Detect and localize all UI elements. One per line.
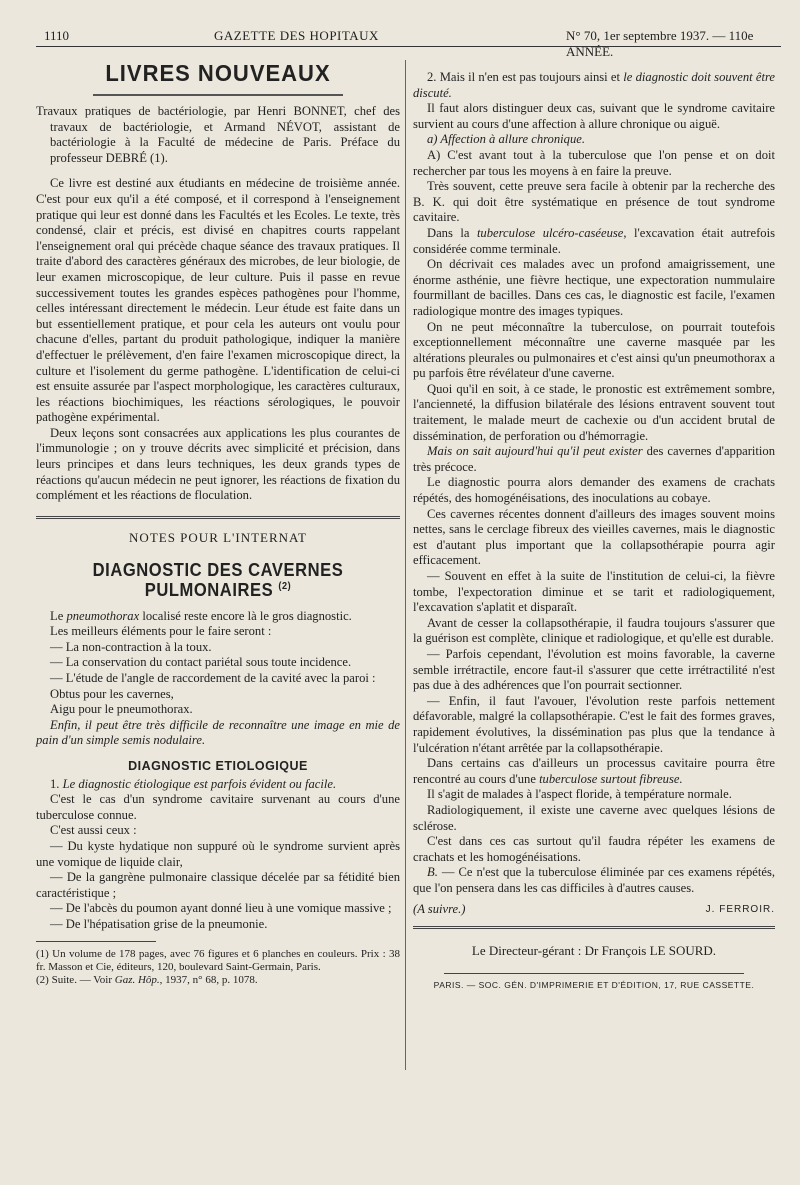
paragraph: C'est aussi ceux :: [50, 823, 137, 838]
paragraph: — De l'hépatisation grise de la pneumonie.: [50, 916, 268, 931]
footnote: (1) Un volume de 178 pages, avec 76 figures et 6 planches en couleurs. Prix : 38 fr. Masson et Cie, éditeurs, 120, boulevard Saint-Germain, Paris.: [36, 947, 400, 973]
text-italic: Enfin, il peut être très difficile de reconnaître une image en mie de pain d'un simple semis nodulaire.: [36, 717, 400, 748]
paragraph: [413, 865, 775, 896]
text: , l'excavation était autrefois considérée comme terminale.: [413, 225, 775, 256]
paragraph: Radiologiquement, il existe une caverne avec quelques lésions de sclérose.: [413, 802, 775, 833]
text: Dans certains cas d'ailleurs un processus cavitaire pourra être rencontré au cours d'une: [413, 756, 775, 786]
article-title: [51, 560, 386, 601]
right-column: [413, 70, 775, 993]
notes-heading: NOTES POUR L'INTERNAT: [129, 529, 307, 545]
paragraph: C'est dans ces cas surtout qu'il faudra répéter les examens de crachats et les homogénéisations.: [413, 834, 775, 864]
paragraph: Les meilleurs éléments pour le faire seront :: [50, 624, 272, 639]
text-italic: Le diagnostic étiologique est parfois évident ou facile.: [62, 776, 337, 791]
paragraph: A) C'est avant tout à la tuberculose que l'on pense et on doit rechercher par tous les moyens à en faire la preuve.: [413, 147, 775, 178]
paragraph: — Enfin, il faut l'avouer, l'évolution reste parfois nettement défavorable, malgré la collapsothérapie. C'est le fait des formes graves, rapidement évolutives, la dissémination pas plus que la tendance à l'ulcération n'étant arrêtée par la collapsothérapie.: [413, 693, 775, 755]
paragraph-italic: [36, 718, 400, 749]
text-italic: le diagnostic doit souvent être discuté.: [413, 70, 775, 100]
printer-rule: [444, 973, 744, 974]
article-title-text: DIAGNOSTIC DES CAVERNES PULMONAIRES: [92, 560, 344, 601]
text: — Ce n'est que la tuberculose éliminée par ces examens répétés, que l'on pensera dans les cas difficiles à d'autres causes.: [413, 865, 775, 895]
to-follow: (A suivre.): [413, 902, 466, 917]
section-title: LIVRES NOUVEAUX: [105, 60, 331, 87]
text-italic: tuberculose ulcéro-caséeuse: [476, 225, 624, 240]
author: J. FERROIR.: [705, 904, 775, 916]
text: Le: [50, 608, 67, 623]
paragraph: [413, 756, 775, 787]
paragraph: On ne peut méconnaître la tuberculose, on pourrait toutefois exceptionnellement méconnaître une caverne masquée par les altérations pleurales ou pulmonaires et c'est ainsi qu'un pneumothorax a pu parfois être révélateur d'une caverne.: [413, 319, 775, 381]
paragraph: [413, 70, 775, 101]
signature-line: [413, 902, 775, 918]
footer-rule: [413, 926, 775, 929]
paragraph: — La non-contraction à la toux.: [50, 639, 212, 654]
paragraph: Le diagnostic pourra alors demander des examens de crachats répétés, des homogénéisations, des inoculations au cobaye.: [413, 475, 775, 506]
header-rule: [36, 46, 781, 47]
paragraph: Obtus pour les cavernes,: [50, 686, 174, 701]
paragraph: On décrivait ces malades avec un profond amaigrissement, une énorme asthénie, une fièvre hectique, une expectoration nummulaire fourmillant de bacilles. Dans ces cas, le diagnostic est facile, l'examen radiologique montre des images typiques.: [413, 257, 775, 318]
paragraph: [413, 226, 775, 257]
paragraph: Aigu pour le pneumothorax.: [50, 702, 193, 717]
text: localisé reste encore là le gros diagnostic.: [139, 608, 352, 623]
page-header: [44, 28, 780, 59]
paragraph: Il s'agit de malades à l'aspect floride, à température normale.: [427, 787, 732, 802]
paragraph: [36, 609, 400, 625]
text-italic: tuberculose surtout fibreuse.: [539, 771, 683, 786]
page-number: 1110: [44, 28, 70, 43]
text: , 1937, n° 68, p. 1078.: [159, 973, 258, 986]
paragraph: C'est le cas d'un syndrome cavitaire survenant au cours d'une tuberculose connue.: [36, 792, 400, 822]
journal-title: GAZETTE DES HOPITAUX: [214, 28, 379, 43]
paragraph: — Parfois cependant, l'évolution est moins favorable, la caverne semble irrétractile, encore faut-il s'assurer que cette irrétractilité n'est pas due à des adhérences que l'on pourrait sectionner.: [413, 646, 775, 693]
paragraph: [413, 444, 775, 475]
text: (2) Suite. — Voir: [36, 973, 115, 986]
text: 1.: [50, 776, 63, 791]
title-rule: [93, 94, 343, 98]
printer-line: PARIS. — SOC. GÉN. D'IMPRIMERIE ET D'ÉDITION, 17, RUE CASSETTE.: [433, 979, 755, 990]
article-title-note: (2): [278, 581, 292, 593]
paragraph: Il faut alors distinguer deux cas, suivant que le syndrome cavitaire survient au cours d'une affection à allure chronique ou aiguë.: [413, 101, 775, 131]
paragraph: — L'étude de l'angle de raccordement de la cavité avec la paroi :: [50, 671, 376, 685]
paragraph: Très souvent, cette preuve sera facile à obtenir par la recherche des B. K. qui doit être systématique en présence de tout syndrome cavitaire.: [413, 179, 775, 225]
text-italic: Mais on sait aujourd'hui qu'il peut exister: [427, 444, 643, 459]
text-italic: B.: [427, 865, 438, 880]
text-italic: pneumothorax: [66, 608, 140, 623]
paragraph: — De la gangrène pulmonaire classique décelée par sa fétidité bien caractéristique ;: [36, 870, 400, 900]
paragraph-italic: [413, 132, 775, 148]
text: 2. Mais il n'en est pas toujours ainsi et: [427, 70, 624, 84]
review-paragraph: Ce livre est destiné aux étudiants en médecine de troisième année. C'est pour eux qu'il a été composé, et il correspond à l'enseignement pratique qui leur est donné dans les Facultés et les Ecoles. Le texte, très condensé, clair et précis, est divisé en chapitres courts rappelant l'enseignement oral qui précède chaque séance des travaux pratiques. Il traite d'abord des caractères généraux des microbes, de leur biologie, de leur examen microscopique, de leur culture. Puis il passe en revue successivement toutes les grandes espèces pathogènes pour l'homme, celles intéressant directement le médecin. Leur étude est faite dans un but essentiellement pratique, et pour cela les auteurs ont voulu pour chacune d'elles, partant du produit pathologique, indiquer la manière d'effectuer le prélèvement, d'en faire l'examen microscopique direct, la culture et l'isolement du germe pathogène. L'identification de celui-ci est ensuite assurée par l'aspect morphologique, les caractères culturaux, les réactions biochimiques, les réactions sérologiques, le pouvoir pathogène expérimental.: [36, 176, 400, 425]
book-reference: Travaux pratiques de bactériologie, par Henri BONNET, chef des travaux de bactériologie, et Armand NÉVOT, assistant de bactériologie à la Faculté de médecine de Paris. Préface du professeur DEBRÉ (1).: [36, 104, 400, 165]
paragraph: Quoi qu'il en soit, à ce stade, le pronostic est extrêmement sombre, l'ancienneté, la diffusion bilatérale des lésions entravent souvent tout traitement, le malade meurt de cachexie ou d'un accident brutal de dissémination, de perforation ou d'hémorragie.: [413, 381, 775, 443]
column-divider: [405, 60, 406, 1070]
director-line: Le Directeur-gérant : Dr François LE SOURD.: [471, 943, 717, 959]
text: des cavernes d'apparition très précoce.: [413, 444, 776, 474]
paragraph: — De l'abcès du poumon ayant donné lieu à une vomique massive ;: [50, 901, 392, 916]
footnote-rule: [36, 941, 156, 942]
left-column: [36, 62, 400, 987]
paragraph: Ces cavernes récentes donnent d'ailleurs des images souvent moins nettes, sans le cerclage fibreux des vieilles cavernes, mais le diagnostic est d'autant plus important que la collapsothérapie pourra agir efficacement.: [413, 506, 775, 568]
text: Dans la: [427, 225, 477, 240]
issue-info: N° 70, 1er septembre 1937. — 110e ANNÉE.: [566, 28, 754, 59]
paragraph: Avant de cesser la collapsothérapie, il faudra toujours s'assurer que la guérison est complète, clinique et radiologique, et qu'elle est durable.: [413, 615, 775, 646]
text-italic: Gaz. Hôp.: [114, 973, 160, 986]
paragraph: — Souvent en effet à la suite de l'institution de celui-ci, la fièvre tombe, l'expectoration diminue et se tarit et radiologiquement, l'excavation s'aplatit et disparaît.: [413, 569, 775, 615]
text-italic: a) Affection à allure chronique.: [427, 132, 585, 147]
paragraph: — La conservation du contact pariétal sous toute incidence.: [50, 655, 352, 670]
footnotes: [36, 948, 400, 987]
paragraph: — Du kyste hydatique non suppuré où le syndrome survient après une vomique de liquide clair,: [36, 838, 400, 869]
review-paragraph: Deux leçons sont consacrées aux applications les plus courantes de l'immunologie ; on y trouve décrits avec simplicité et précision, dans leurs principes et dans leurs techniques, les deux grands types de réactions qu'aucun médecin ne peut ignorer, les réactions de fixation du complément et les réactions de floculation.: [36, 425, 400, 503]
footnote: [36, 974, 400, 987]
paragraph: [36, 777, 400, 793]
section-divider: [36, 516, 400, 522]
subheading: DIAGNOSTIC ETIOLOGIQUE: [128, 758, 308, 773]
